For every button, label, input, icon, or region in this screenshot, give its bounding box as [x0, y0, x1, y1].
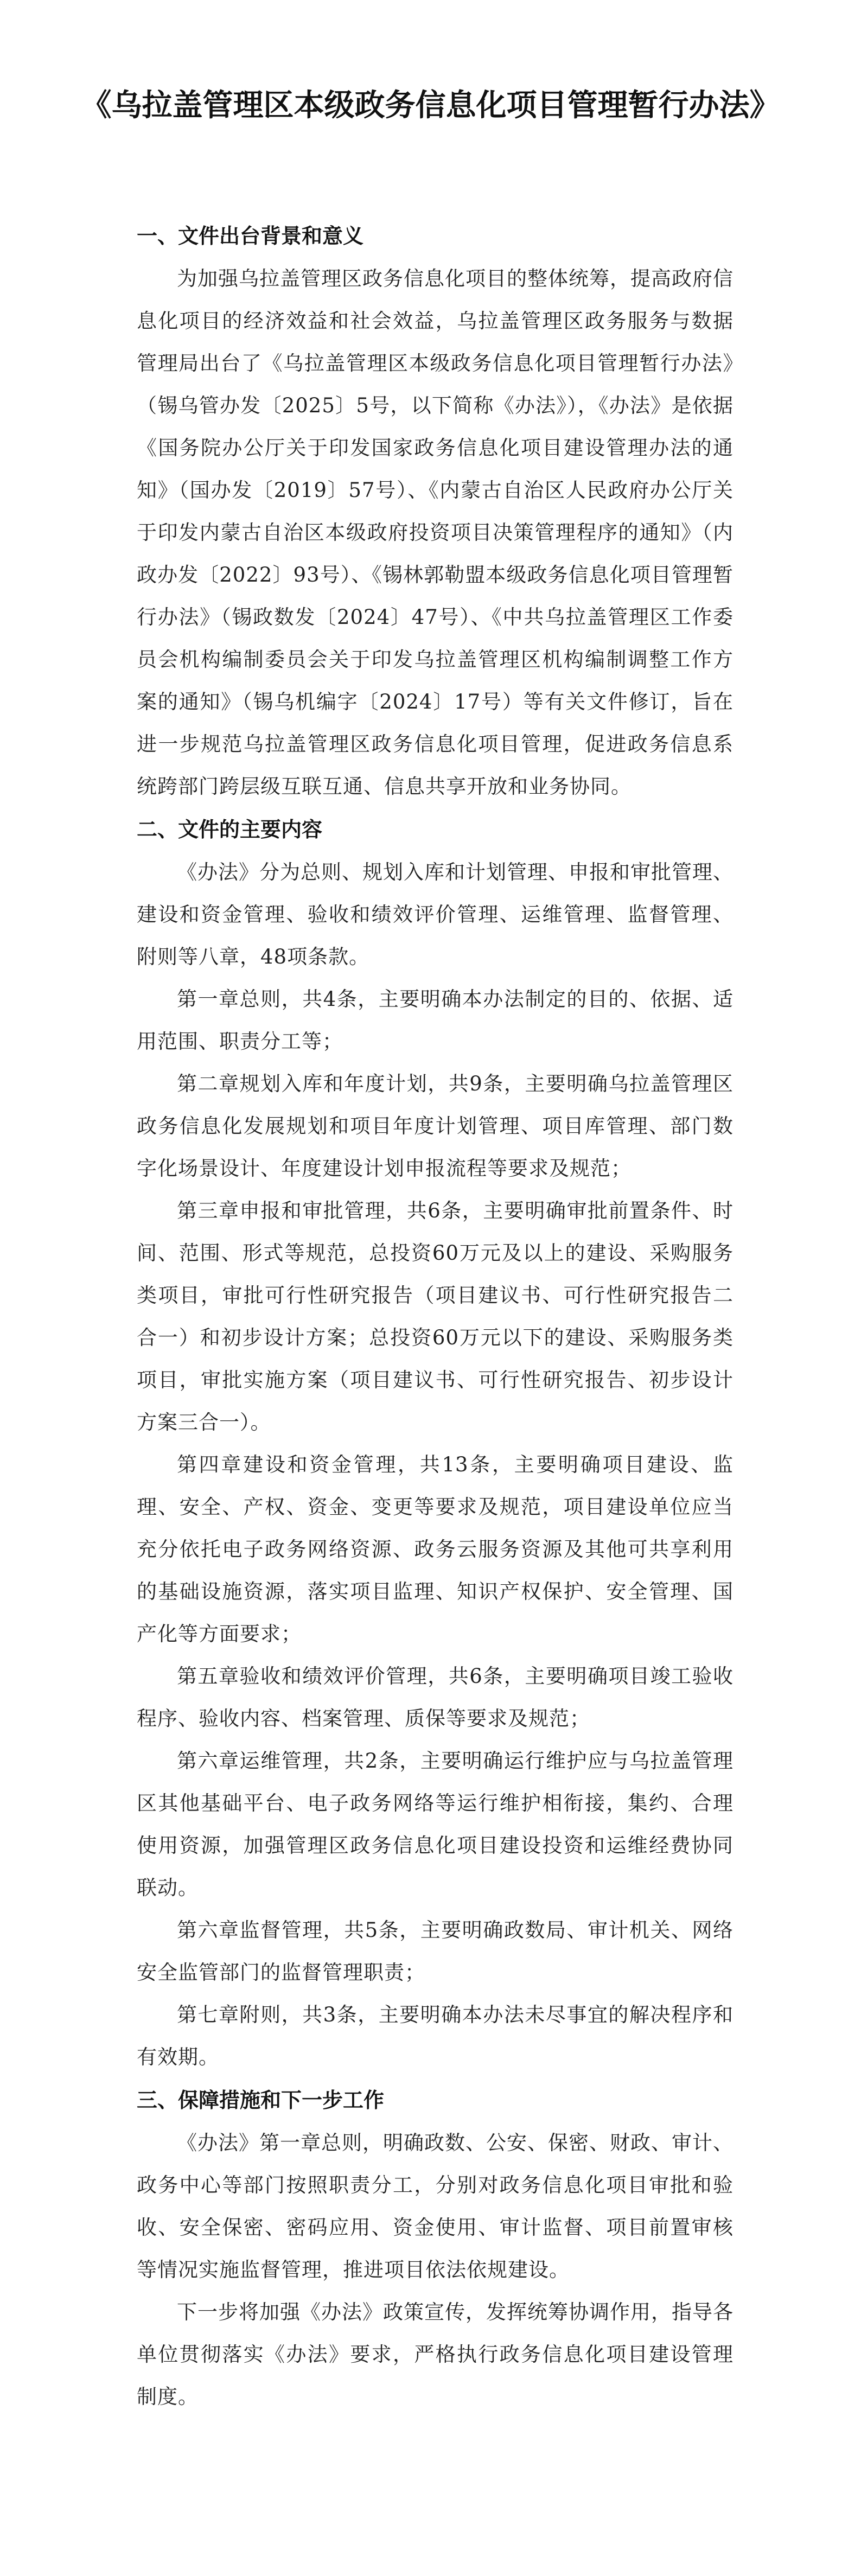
- document-body: [137, 214, 734, 2418]
- paragraph: 《办法》分为总则、规划入库和计划管理、申报和审批管理、建设和资金管理、验收和绩效评价管理、运维管理、监督管理、附则等八章，48项条款。: [137, 860, 734, 968]
- section-measures: [137, 2078, 734, 2418]
- section-heading: 三、保障措施和下一步工作: [137, 2088, 385, 2112]
- section-heading: 一、文件出台背景和意义: [137, 224, 364, 248]
- paragraph: 下一步将加强《办法》政策宣传，发挥统筹协调作用，指导各单位贯彻落实《办法》要求，严格执行政务信息化项目建设管理制度。: [137, 2300, 734, 2408]
- document-title: 《乌拉盖管理区本级政务信息化项目管理暂行办法》: [81, 88, 780, 123]
- paragraph: 第一章总则，共4条，主要明确本办法制定的目的、依据、适用范围、职责分工等；: [137, 987, 734, 1053]
- paragraph: 《办法》第一章总则，明确政数、公安、保密、财政、审计、政务中心等部门按照职责分工，分别对政务信息化项目审批和验收、安全保密、密码应用、资金使用、审计监督、项目前置审核等情况实施监督管理，推进项目依法依规建设。: [137, 2131, 734, 2281]
- paragraph: 第二章规划入库和年度计划，共9条，主要明确乌拉盖管理区政务信息化发展规划和项目年度计划管理、项目库管理、部门数字化场景设计、年度建设计划申报流程等要求及规范；: [137, 1072, 734, 1180]
- section-background: [137, 214, 734, 808]
- paragraph: 为加强乌拉盖管理区政务信息化项目的整体统筹，提高政府信息化项目的经济效益和社会效益，乌拉盖管理区政务服务与数据管理局出台了《乌拉盖管理区本级政务信息化项目管理暂行办法》（锡乌管办发〔2025〕5号，以下简称《办法》），《办法》是依据《国务院办公厅关于印发国家政务信息化项目建设管理办法的通知》（国办发〔2019〕57号）、《内蒙古自治区人民政府办公厅关于印发内蒙古自治区本级政府投资项目决策管理程序的通知》（内政办发〔2022〕93号）、《锡林郭勒盟本级政务信息化项目管理暂行办法》（锡政数发〔2024〕47号）、《中共乌拉盖管理区工作委员会机构编制委员会关于印发乌拉盖管理区机构编制调整工作方案的通知》（锡乌机编字〔2024〕17号）等有关文件修订，旨在进一步规范乌拉盖管理区政务信息化项目管理，促进政务信息系统跨部门跨层级互联互通、信息共享开放和业务协同。: [137, 267, 734, 798]
- section-heading: 二、文件的主要内容: [137, 818, 323, 841]
- paragraph: 第六章运维管理，共2条，主要明确运行维护应与乌拉盖管理区其他基础平台、电子政务网络等运行维护相衔接，集约、合理使用资源，加强管理区政务信息化项目建设投资和运维经费协同联动。: [137, 1749, 734, 1899]
- section-main-content: [137, 808, 734, 2078]
- paragraph: 第六章监督管理，共5条，主要明确政数局、审计机关、网络安全监管部门的监督管理职责；: [137, 1918, 734, 1984]
- paragraph: 第五章验收和绩效评价管理，共6条，主要明确项目竣工验收程序、验收内容、档案管理、质保等要求及规范；: [137, 1665, 734, 1730]
- paragraph: 第四章建设和资金管理，共13条，主要明确项目建设、监理、安全、产权、资金、变更等要求及规范，项目建设单位应当充分依托电子政务网络资源、政务云服务资源及其他可共享利用的基础设施资源，落实项目监理、知识产权保护、安全管理、国产化等方面要求；: [137, 1453, 734, 1646]
- paragraph: 第三章申报和审批管理，共6条，主要明确审批前置条件、时间、范围、形式等规范，总投资60万元及以上的建设、采购服务类项目，审批可行性研究报告（项目建议书、可行性研究报告二合一）和初步设计方案；总投资60万元以下的建设、采购服务类项目，审批实施方案（项目建议书、可行性研究报告、初步设计方案三合一）。: [137, 1199, 734, 1434]
- paragraph: 第七章附则，共3条，主要明确本办法未尽事宜的解决程序和有效期。: [137, 2003, 734, 2069]
